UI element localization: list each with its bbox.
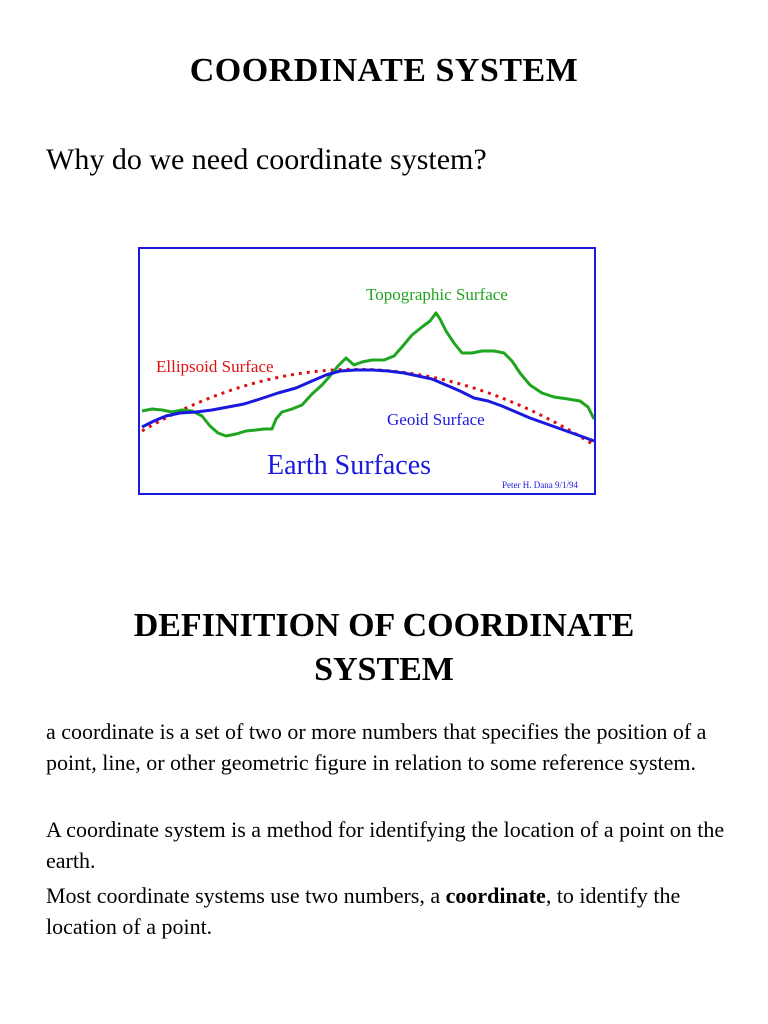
definition-heading bbox=[0, 604, 768, 692]
page-title: COORDINATE SYSTEM bbox=[189, 52, 579, 89]
geoid-surface-label: Geoid Surface bbox=[387, 410, 485, 429]
ellipsoid-surface-label: Ellipsoid Surface bbox=[156, 357, 274, 376]
definition-paragraph-2: A coordinate system is a method for identifying the location of a point on the earth. bbox=[46, 817, 725, 873]
definition-heading-line2: SYSTEM bbox=[314, 651, 454, 688]
figure-caption: Earth Surfaces bbox=[267, 450, 432, 481]
earth-surfaces-figure bbox=[138, 247, 596, 495]
definition-paragraph-3-start: Most coordinate systems use two numbers, a bbox=[46, 883, 446, 908]
coordinate-term: coordinate bbox=[445, 883, 546, 908]
topographic-surface-label: Topographic Surface bbox=[366, 285, 508, 304]
definition-paragraph-3-end: , to identify the location of a point. bbox=[46, 883, 681, 939]
definition-paragraph-1: a coordinate is a set of two or more numbers that specifies the position of a point, line, or other geometric figure in relation to some reference system. bbox=[46, 719, 707, 775]
definition-paragraph-3 bbox=[46, 880, 736, 942]
figure-credit: Peter H. Dana 9/1/94 bbox=[502, 480, 578, 490]
question-text: Why do we need coordinate system? bbox=[46, 143, 487, 176]
definition-heading-line1: DEFINITION OF COORDINATE bbox=[133, 607, 635, 644]
